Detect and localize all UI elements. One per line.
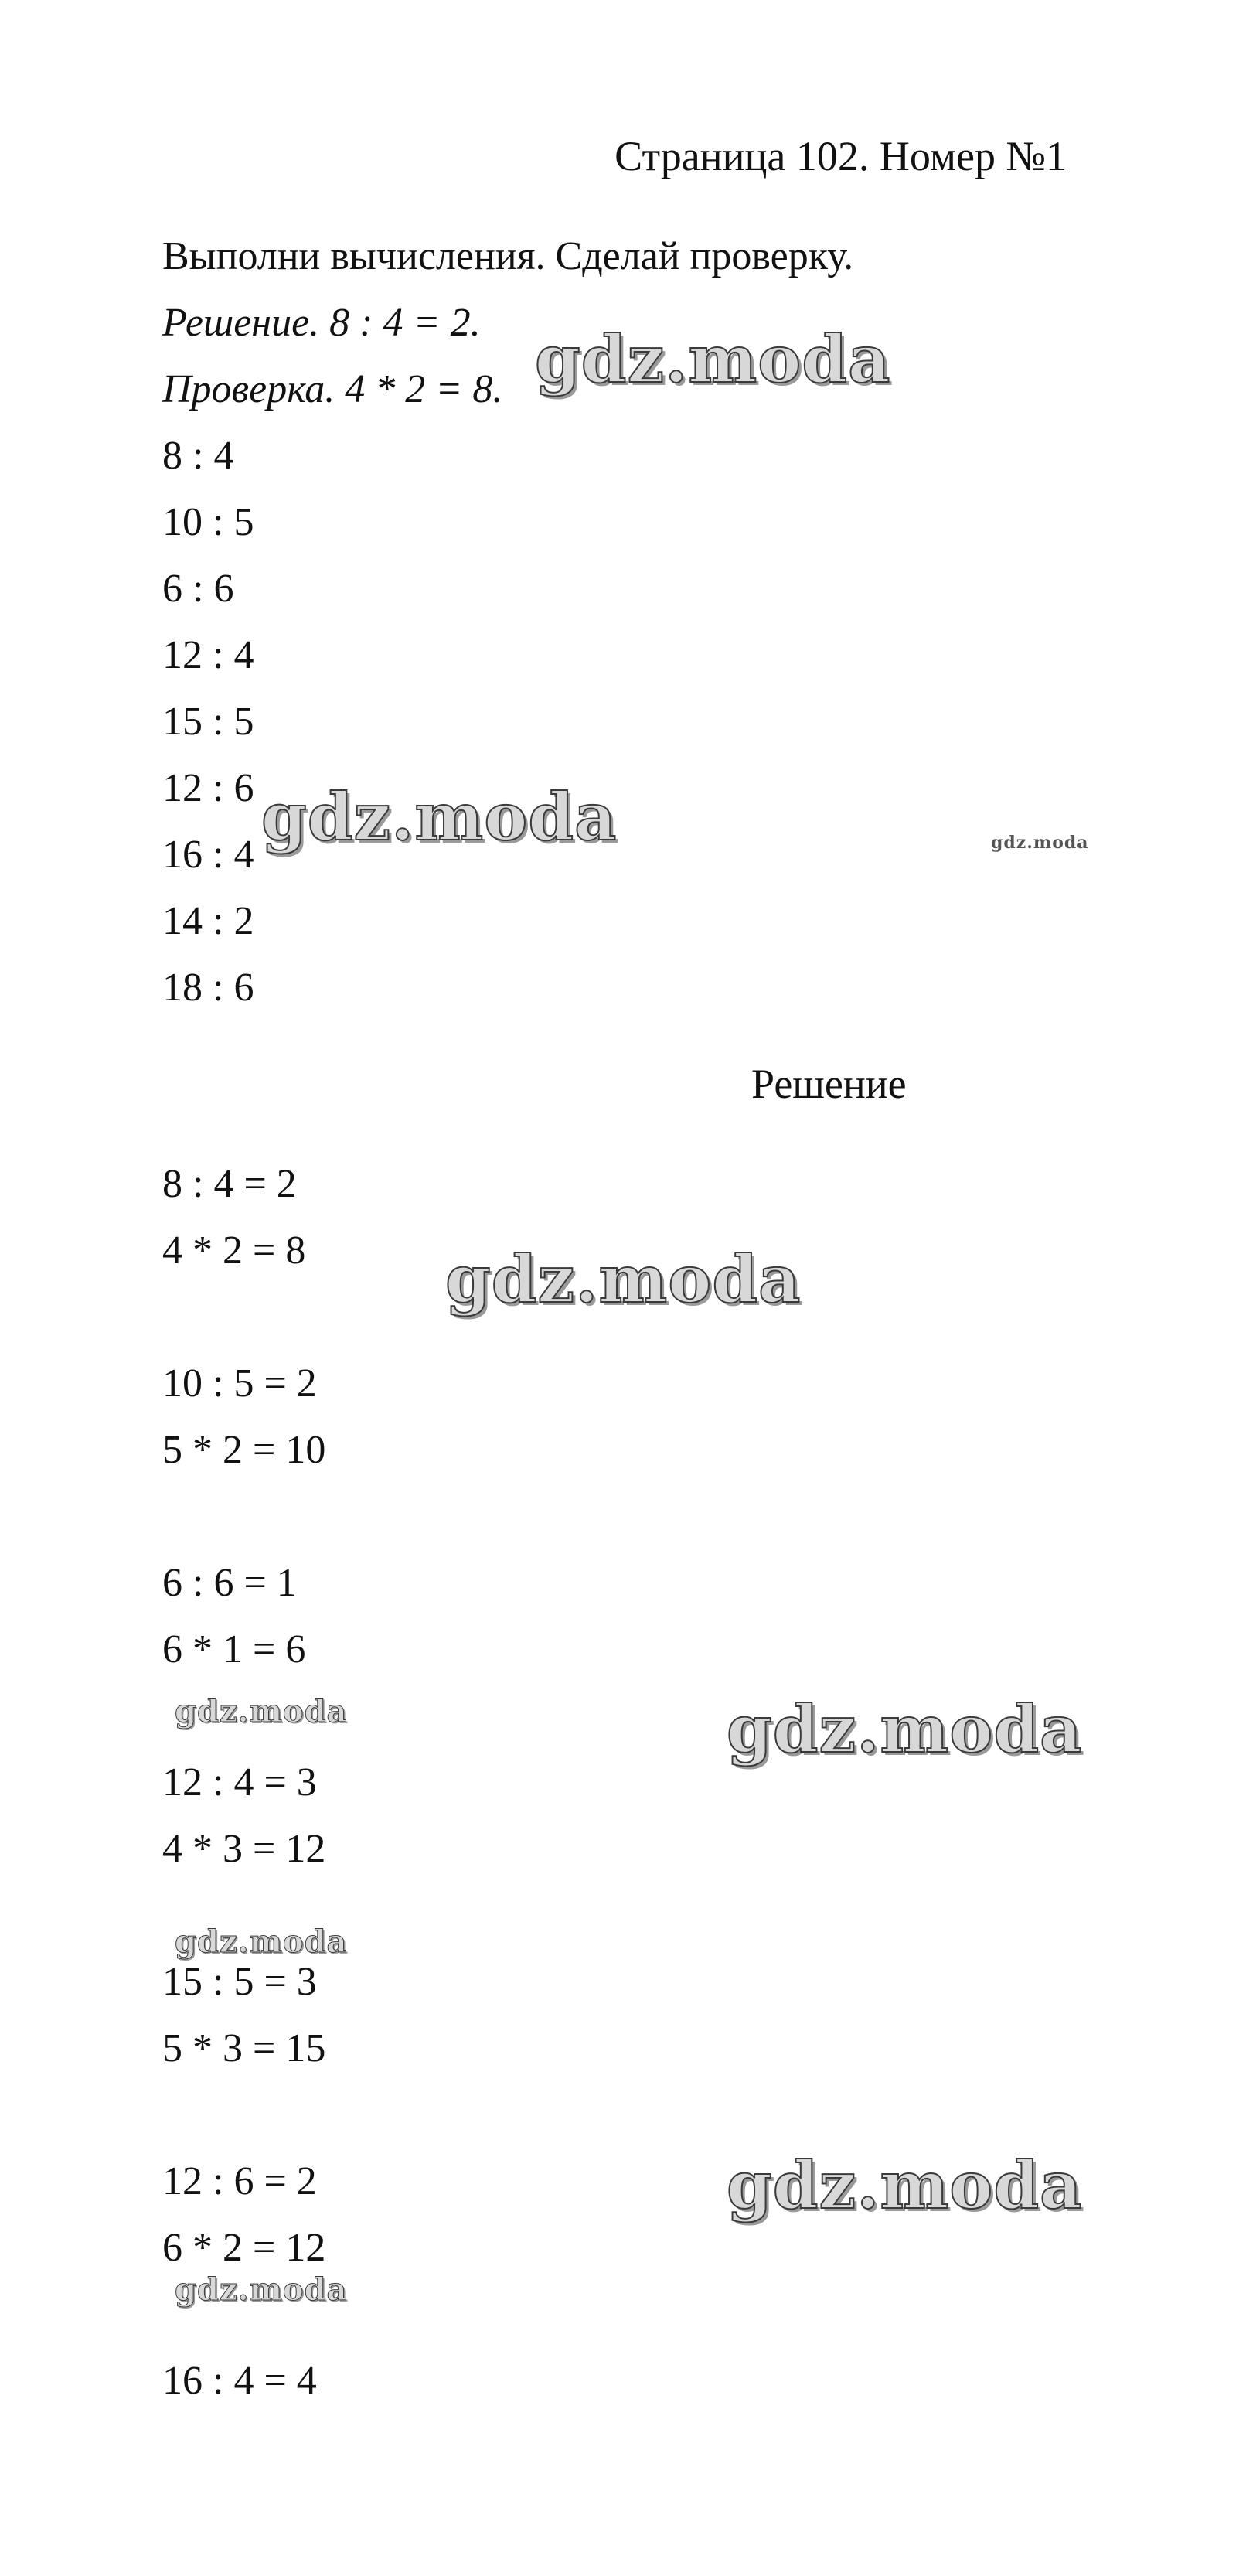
- solution-check: 6 * 2 = 12: [162, 2226, 326, 2270]
- watermark: gdz.moda: [445, 1241, 802, 1317]
- solution-check: 5 * 3 = 15: [162, 2026, 326, 2070]
- problem-item: 8 : 4: [162, 434, 234, 478]
- watermark: gdz.moda: [991, 833, 1089, 853]
- solution-check: 4 * 3 = 12: [162, 1827, 326, 1871]
- problem-item: 10 : 5: [162, 500, 254, 544]
- solution-heading: Решение: [751, 1061, 907, 1107]
- problem-item: 6 : 6: [162, 567, 234, 611]
- problem-item: 18 : 6: [162, 966, 254, 1010]
- problem-item: 12 : 6: [162, 766, 254, 810]
- solution-check: 5 * 2 = 10: [162, 1428, 326, 1472]
- watermark: gdz.moda: [175, 1693, 348, 1729]
- solution-check: 4 * 2 = 8: [162, 1228, 306, 1273]
- watermark: gdz.moda: [261, 779, 618, 855]
- solution-division: 12 : 6 = 2: [162, 2159, 317, 2203]
- problem-item: 15 : 5: [162, 700, 254, 744]
- problem-item: 12 : 4: [162, 633, 254, 677]
- solution-division: 8 : 4 = 2: [162, 1162, 297, 1206]
- solution-division: 10 : 5 = 2: [162, 1361, 317, 1406]
- watermark: gdz.moda: [175, 1923, 348, 1960]
- watermark: gdz.moda: [727, 2147, 1083, 2223]
- solution-division: 15 : 5 = 3: [162, 1960, 317, 2004]
- problem-item: 16 : 4: [162, 833, 254, 877]
- page-header: Страница 102. Номер №1: [614, 133, 1067, 179]
- solution-division: 6 : 6 = 1: [162, 1561, 297, 1605]
- solution-division: 12 : 4 = 3: [162, 1760, 317, 1804]
- watermark: gdz.moda: [727, 1691, 1083, 1767]
- task-statement: Выполни вычисления. Сделай проверку.: [162, 234, 854, 278]
- solution-division: 16 : 4 = 4: [162, 2359, 317, 2403]
- problem-item: 14 : 2: [162, 899, 254, 943]
- watermark: gdz.moda: [535, 321, 891, 397]
- example-solution: Решение. 8 : 4 = 2.: [162, 301, 481, 345]
- solution-check: 6 * 1 = 6: [162, 1627, 306, 1671]
- watermark: gdz.moda: [175, 2271, 348, 2308]
- example-check: Проверка. 4 * 2 = 8.: [162, 367, 503, 411]
